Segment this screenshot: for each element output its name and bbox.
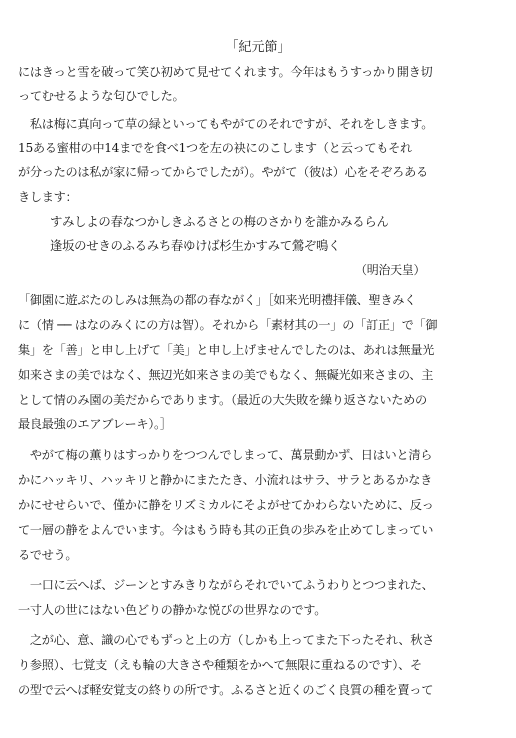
- page-title: 「紀元節」: [225, 40, 291, 55]
- text-line: 集」を「善」と申し上げて「美」と申し上げませんでしたのは、あれは無量光: [18, 343, 435, 357]
- text-line: 一口に云へば、ジーンとすみきりながらそれでいてふうわりとつつまれた、: [18, 578, 434, 592]
- poem-attribution: （明治天皇）: [355, 263, 426, 277]
- text-line: 最良最強のエアブレーキ）。］: [18, 417, 172, 431]
- text-line: 15ある蜜柑の中14までを食べ1つを左の袂にのこします（と云ってもそれ: [18, 141, 412, 155]
- text-line: きします：: [18, 190, 78, 204]
- text-line: て一層の静をよんでいます。今はもう時も其の正負の歩みを止めてしまってい: [18, 523, 434, 537]
- text-line: ってむせるような匂ひでした。: [18, 89, 185, 103]
- text-line: として情のみ園の美だからであります。（最近の大失敗を繰り返さないための: [18, 393, 427, 407]
- poem-line: 逢坂のせきのふるみち春ゆけば杉生かすみて鶯ぞ鳴く: [50, 238, 341, 253]
- text-line: るでせう。: [18, 548, 78, 562]
- poem-line: すみしよの春なつかしきふるさとの梅のさかりを誰かみるらん: [50, 214, 389, 229]
- text-line: 一寸人の世にはない色どりの静かな悦びの世界なのです。: [18, 603, 327, 617]
- text-line: り参照）、七覚支（えも輪の大きさや種類をかへて無限に重ねるのです）、そ: [18, 658, 422, 672]
- text-line: にはきっと雪を破って笑ひ初めて見せてくれます。今年はもうすっかり開き切: [18, 65, 433, 79]
- text-line: 私は梅に真向って草の緑といってもやがてのそれですが、それをしきます。: [18, 117, 434, 131]
- text-line: かにせせらいで、僅かに静をリズミカルにそよがせてかわらないために、反っ: [18, 498, 434, 512]
- text-line: の型で云へば軽安覚支の終りの所です。ふるさと近くのごく良質の種を賣って: [18, 683, 434, 697]
- text-line: が分ったのは私が家に帰ってからでしたが）。やがて（彼は）心をそぞろある: [18, 165, 428, 179]
- text-line: かにハッキリ、ハッキリと静かにまたたき、小流れはサラ、サラとあるかなき: [18, 473, 432, 487]
- text-line: 如来さまの美ではなく、無辺光如来さまの美でもなく、無礙光如来さまの、主: [18, 368, 434, 382]
- text-line: に（情 ── はなのみくにの方は智）。それから「素材其の一」の「訂正」で「御: [18, 318, 438, 332]
- text-line: 「御園に遊ぶたのしみは無為の都の春ながく」［如来光明禮拝儀、聖きみく: [18, 293, 417, 307]
- text-line: やがて梅の薫りはすっかりをつつんでしまって、萬景動かず、日はいと清ら: [18, 448, 433, 462]
- text-line: 之が心、意、識の心でもずっと上の方（しかも上ってまた下ったそれ、秋さ: [18, 633, 435, 647]
